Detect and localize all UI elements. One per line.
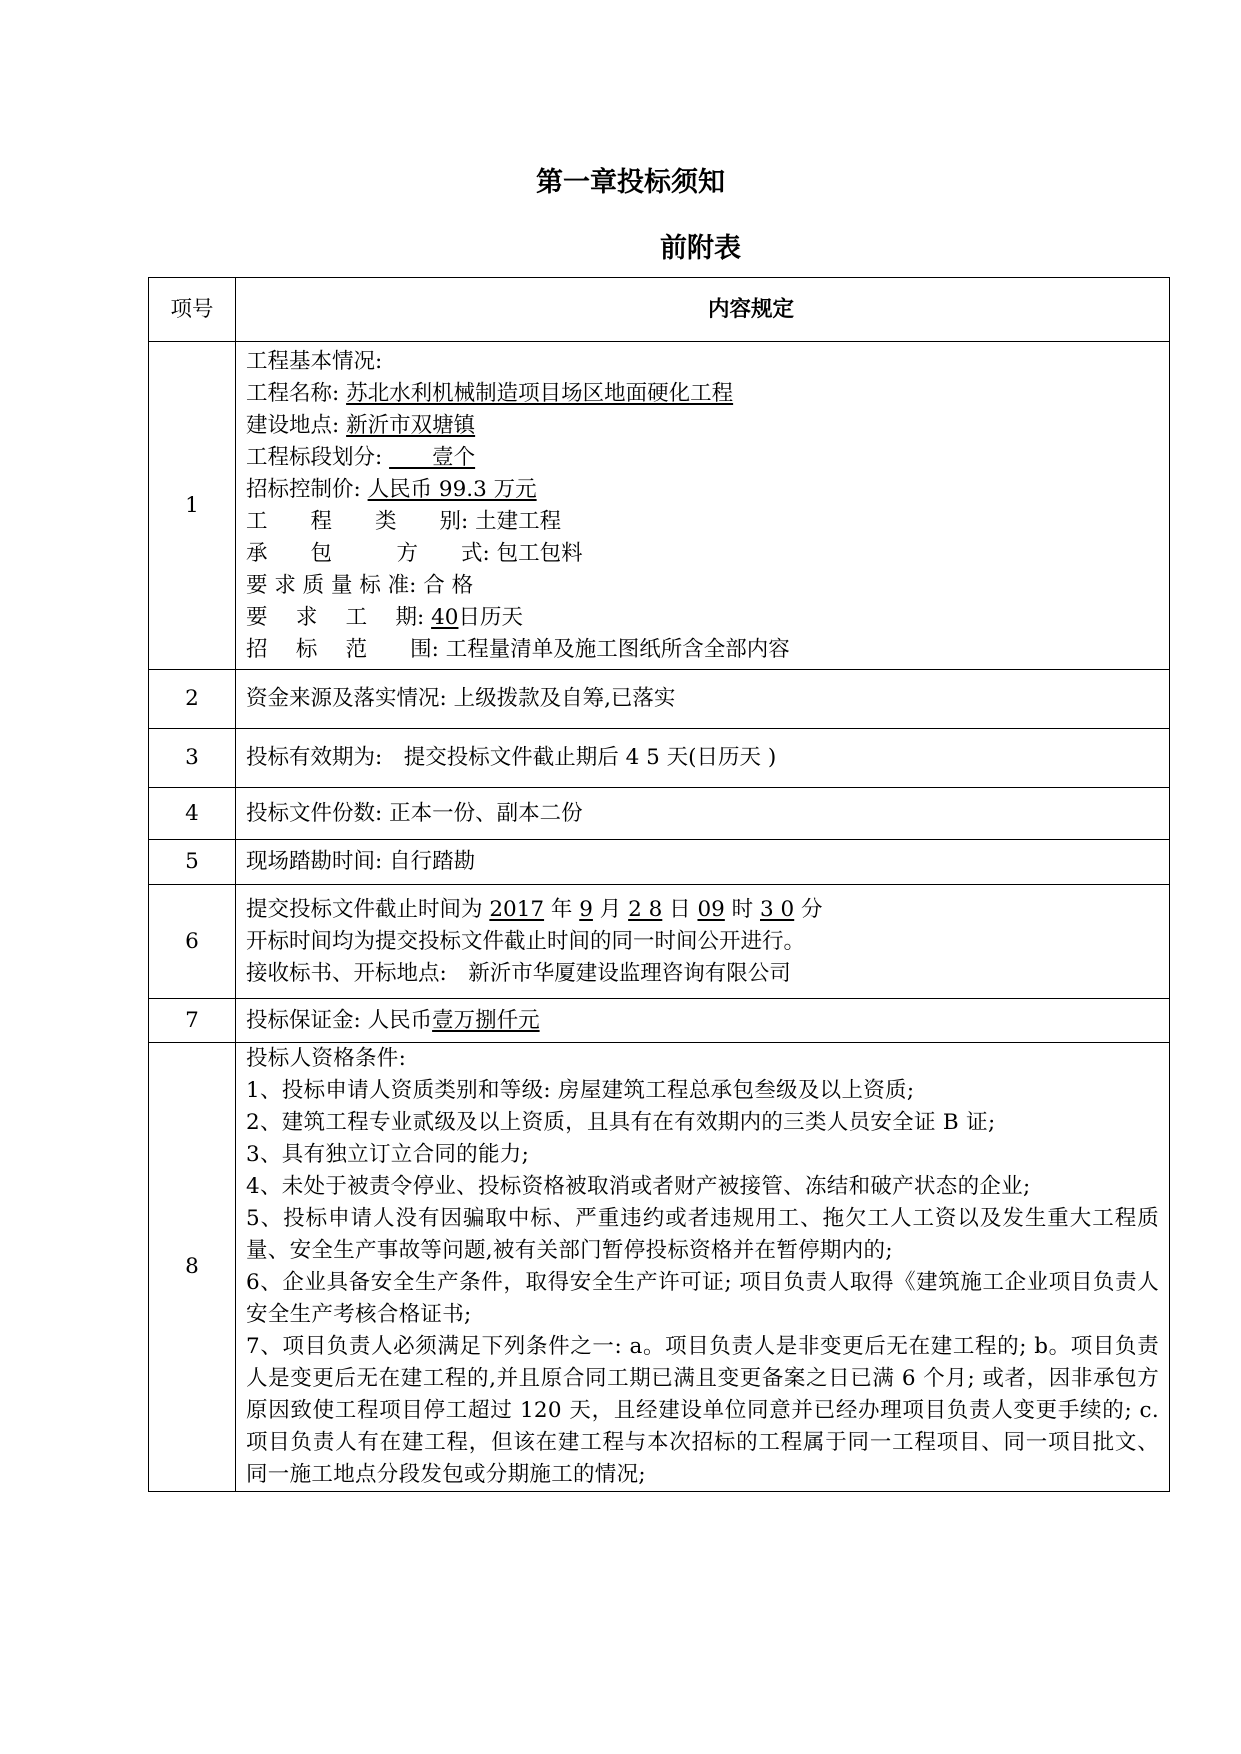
qualification-item: 4、未处于被责令停业、投标资格被取消或者财产被接管、冻结和破产状态的企业; [246, 1174, 1031, 1199]
front-attached-table [148, 277, 1170, 1492]
project-category-label: 工 程 类 别: [246, 508, 476, 534]
table-row [149, 885, 1170, 999]
project-category-line [246, 506, 1159, 538]
project-info-heading: 工程基本情况: [246, 348, 383, 374]
row-content-site-visit: 现场踏勘时间: 自行踏勘 [236, 840, 1170, 885]
bid-scope-value: 工程量清单及施工图纸所含全部内容 [445, 636, 790, 662]
qualification-item: 1、投标申请人资质类别和等级: 房屋建筑工程总承包叁级及以上资质; [246, 1078, 915, 1103]
section-division-line [246, 442, 1159, 474]
row-content-validity: 投标有效期为: 提交投标文件截止期后 4 5 天(日历天 ) [236, 729, 1170, 788]
row-content-copies: 投标文件份数: 正本一份、副本二份 [236, 788, 1170, 840]
bid-bond-label: 投标保证金: 人民币 [246, 1007, 433, 1033]
duration-label: 要 求 工 期: [246, 604, 432, 630]
opening-time-line: 开标时间均为提交投标文件截止时间的同一时间公开进行。 [246, 928, 806, 954]
header-char: 定 [772, 296, 795, 322]
project-location-line [246, 410, 1159, 442]
table-row [149, 342, 1170, 670]
quality-standard-line [246, 570, 1159, 602]
header-char: 规 [751, 296, 773, 322]
row-number: 6 [149, 885, 236, 999]
qualification-item: 2、建筑工程专业贰级及以上资质，且具有在有效期内的三类人员安全证 B 证; [246, 1110, 996, 1135]
deadline-day: 2 8 [628, 896, 663, 922]
row-number: 8 [149, 1043, 236, 1492]
year-unit: 年 [544, 896, 580, 922]
row-number: 1 [149, 342, 236, 670]
table-row [149, 840, 1170, 885]
row-content-bid-bond [236, 999, 1170, 1043]
project-name-label: 工程名称: [246, 380, 347, 406]
header-char: 容 [729, 296, 752, 322]
contract-mode-label: 承 包 方 式: [246, 540, 497, 566]
row-number: 2 [149, 670, 236, 729]
header-char: 内 [708, 296, 730, 322]
row-number: 7 [149, 999, 236, 1043]
row-number: 5 [149, 840, 236, 885]
duration-days: 40 [431, 604, 459, 630]
table-title: 前附表 [660, 233, 741, 264]
qualification-item: 3、具有独立订立合同的能力; [246, 1142, 530, 1167]
duration-unit: 日历天 [458, 604, 523, 630]
row-number: 4 [149, 788, 236, 840]
bid-scope-label: 招 标 范 围: [246, 636, 446, 662]
row-content-qualifications [236, 1043, 1170, 1492]
row-content-deadline [236, 885, 1170, 999]
table-row [149, 670, 1170, 729]
month-unit: 月 [592, 896, 629, 922]
qualification-item: 5、投标申请人没有因骗取中标、严重违约或者违规用工、拖欠工人工资以及发生重大工程质量、安全生产事故等问题,被有关部门暂停投标资格并在暂停期内的; [246, 1206, 1159, 1263]
deadline-year: 2017 [489, 896, 545, 922]
duration-line [246, 602, 1159, 634]
project-name-value: 苏北水利机械制造项目场区地面硬化工程 [346, 380, 734, 406]
header-item-number: 项号 [149, 278, 236, 342]
table-header-row [149, 278, 1170, 342]
deadline-minute: 3 0 [760, 896, 795, 922]
quality-standard-value: 合 格 [423, 572, 474, 598]
project-location-value: 新沂市双塘镇 [346, 412, 476, 438]
row-content-project-info [236, 342, 1170, 670]
qualification-heading: 投标人资格条件: [246, 1046, 407, 1071]
opening-location-line: 接收标书、开标地点: 新沂市华厦建设监理咨询有限公司 [246, 960, 791, 986]
contract-mode-value: 包工包料 [496, 540, 583, 566]
deadline-line [246, 894, 1159, 926]
qualification-item: 7、项目负责人必须满足下列条件之一: a。项目负责人是非变更后无在建工程的; b。项目负责人是变更后无在建工程的,并且原合同工期已满且变更备案之日已满 6 个月; 或者，因非承包方原因致使工程项目停工超过 120 天，且经建设单位同意并已经办理项目负责人变更手续的; c.项目负责人有在建工程，但该在建工程与本次招标的工程属于同一工程项目、同一项目批文、同一施工地点分段发包或分期施工的情况; [246, 1334, 1159, 1487]
control-price-line [246, 474, 1159, 506]
bid-scope-line [246, 634, 1159, 666]
hour-unit: 时 [724, 896, 760, 922]
quality-standard-label: 要 求 质 量 标 准: [246, 572, 424, 598]
table-row [149, 729, 1170, 788]
table-row [149, 1043, 1170, 1492]
chapter-title: 第一章投标须知 [536, 167, 725, 198]
project-name-line [246, 378, 1159, 410]
project-category-value: 土建工程 [475, 508, 562, 534]
row-number: 3 [149, 729, 236, 788]
table-row [149, 999, 1170, 1043]
deadline-hour: 09 [697, 896, 725, 922]
deadline-month: 9 [579, 896, 593, 922]
table-row [149, 788, 1170, 840]
project-location-label: 建设地点: [246, 412, 347, 438]
minute-unit: 分 [794, 896, 823, 922]
control-price-label: 招标控制价: [246, 476, 368, 502]
deadline-label: 提交投标文件截止时间为 [246, 896, 490, 922]
qualification-item: 6、企业具备安全生产条件，取得安全生产许可证; 项目负责人取得《建筑施工企业项目负责人安全生产考核合格证书; [246, 1270, 1159, 1327]
day-unit: 日 [662, 896, 698, 922]
header-content-rules [236, 278, 1170, 342]
section-division-value: 壹个 [389, 444, 476, 470]
contract-mode-line [246, 538, 1159, 570]
control-price-value: 人民币 99.3 万元 [367, 476, 537, 502]
bid-bond-value: 壹万捌仟元 [432, 1007, 540, 1033]
section-division-label: 工程标段划分: [246, 444, 390, 470]
row-content-funding: 资金来源及落实情况: 上级拨款及自筹,已落实 [236, 670, 1170, 729]
